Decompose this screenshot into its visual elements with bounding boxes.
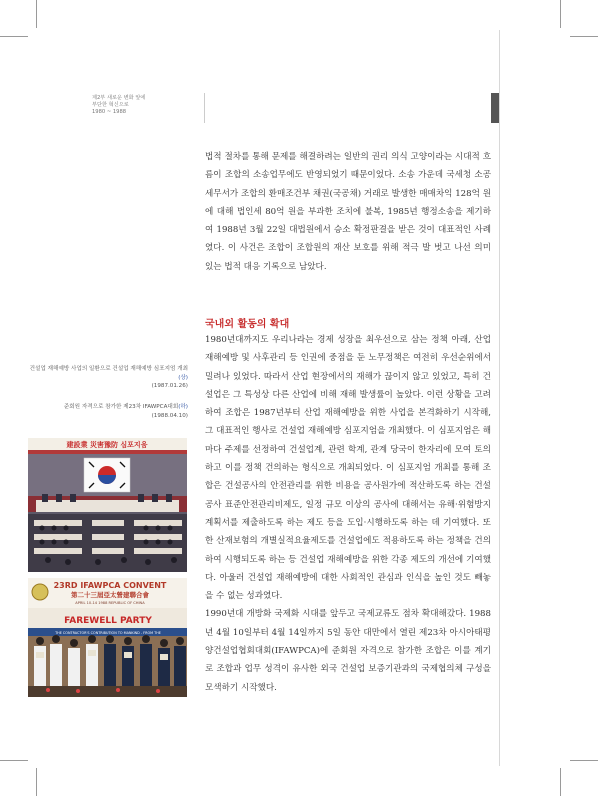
- ifawpca-banner-date: APRIL 10-14 1988 REPUBLIC OF CHINA: [75, 601, 145, 605]
- photo-caption-bottom: [28, 403, 188, 420]
- crop-mark: [560, 768, 561, 796]
- ifawpca-photo-illustration: [28, 578, 187, 697]
- ifawpca-photo: [28, 578, 187, 697]
- crop-mark: [36, 0, 37, 28]
- symposium-photo-illustration: [28, 438, 187, 572]
- page-edge-rule: [499, 30, 500, 766]
- crop-mark: [560, 0, 561, 28]
- header-divider: [204, 93, 205, 123]
- caption-date: (1988.04.10): [151, 412, 188, 419]
- crop-mark: [0, 36, 28, 37]
- ifawpca-banner-title: 23RD IFAWPCA CONVENT: [53, 581, 167, 590]
- symposium-photo: [28, 438, 187, 572]
- body-paragraph-legal: [205, 148, 491, 276]
- ifawpca-bottom-banner: THE CONTRACTOR'S CONTRIBUTION TO MANKIND - FROM THE: [55, 631, 161, 635]
- section-title: 국내외 활동의 확대: [205, 319, 290, 330]
- paragraph-text: 1990년대 개방화 국제화 시대를 앞두고 국제교류도 점차 확대해갔다. 1988년 4월 10일부터 4월 14일까지 5일 동안 대만에서 열린 제23차 아시아태평양건설업협회대회(IFAWPCA)에 준회원 자격으로 참가한 조합은 이를 계기로 조합과 업무 성격이 유사한 외국 건설업 보증기관과의 국제협의체 구성을 모색하기 시작했다.: [205, 609, 491, 693]
- caption-text: 준회원 자격으로 참가한 제23차 IFAWPCA대회: [63, 404, 179, 410]
- crop-mark: [36, 768, 37, 796]
- header-years: 1980 ~ 1988: [92, 109, 127, 115]
- chapter-tab: [491, 93, 499, 123]
- crop-mark: [570, 760, 598, 761]
- paragraph-text: 1980년대까지도 우리나라는 경제 성장을 최우선으로 삼는 정책 아래, 산업 재해예방 및 사후관리 등 인권에 중점을 둔 노무정책은 여전히 우선순위에서 밀려나 있었다. 따라서 산업 현장에서의 재해가 끊이지 않고 있었고, 특히 건설업은 그 특성상 다른 산업에 비해 재해 발생률이 높았다. 이런 상황을 고려하여 조합은 1987년부터 산업 재해예방을 위한 사업을 본격화하기 시작해, 그 대표적인 행사로 건설업 재해예방 심포지엄을 개최했다. 이 심포지엄은 해마다 주제를 선정하여 건설업계, 관련 학계, 관계 당국이 한자리에 모여 토의하고 이를 정책 건의하는 형식으로 개최되었다. 이 심포지엄 개최를 통해 조합은 건설공사의 안전관리를 위한 비용을 공사원가에 적산하도록 하는 건설공사 표준안전관리비제도, 일정 규모 이상의 공사에 대해서는 유해·위험방지 계획서를 제출하도록 하는 제도 등을 도입·시행하도록 하는 데 기여했다. 또한 산재보험의 개별실적요율제도를 건설업에도 적용하도록 하는 정책을 건의하여 시행되도록 하는 등 건설업 재해예방을 위한 각종 제도의 개선에 기여했다. 아울러 건설업 재해예방에 대한 사회적인 관심과 인식을 높인 것도 빼놓을 수 없는 성과였다.: [205, 335, 491, 602]
- photo-caption-top: [28, 365, 188, 391]
- section-body: [205, 331, 491, 697]
- caption-position: (상): [178, 374, 188, 381]
- crop-mark: [570, 36, 598, 37]
- running-header: [92, 95, 145, 116]
- farewell-party-sign: FAREWELL PARTY: [64, 616, 152, 626]
- caption-date: (1987.01.26): [151, 383, 188, 389]
- paragraph-text: 법적 절차를 통해 문제를 해결하려는 일반의 권리 의식 고양이라는 시대적 흐름이 조합의 소송업무에도 반영되었기 때문이었다. 소송 가운데 국세청 소공세무서가 조합의 환매조건부 채권(국공채) 거래로 발생한 매매차익 128억 원에 대해 법인세 80억 원을 부과한 조치에 불복, 1985년 행정소송을 제기하여 1988년 3월 22일 대법원에서 승소 확정판결을 받은 것이 대표적인 사례였다. 이 사건은 조합이 조합원의 재산 보호를 위해 적극 발 벗고 나선 의미 있는 법적 대응 기록으로 남았다.: [205, 152, 491, 272]
- header-subtitle: 부단한 혁신으로: [92, 102, 129, 108]
- crop-mark: [0, 760, 28, 761]
- symposium-banner: 建設業 災害豫防 심포지움: [66, 441, 148, 449]
- ifawpca-banner-chinese: 第二十三屆亞太營建聯合會: [71, 591, 149, 599]
- header-part-label: 제2부 새로운 변화 앞에: [92, 95, 146, 101]
- caption-text: 건설업 재해예방 사업의 일환으로 건설업 재해예방 심포지엄 개최: [29, 366, 188, 372]
- caption-position: (하): [178, 404, 188, 410]
